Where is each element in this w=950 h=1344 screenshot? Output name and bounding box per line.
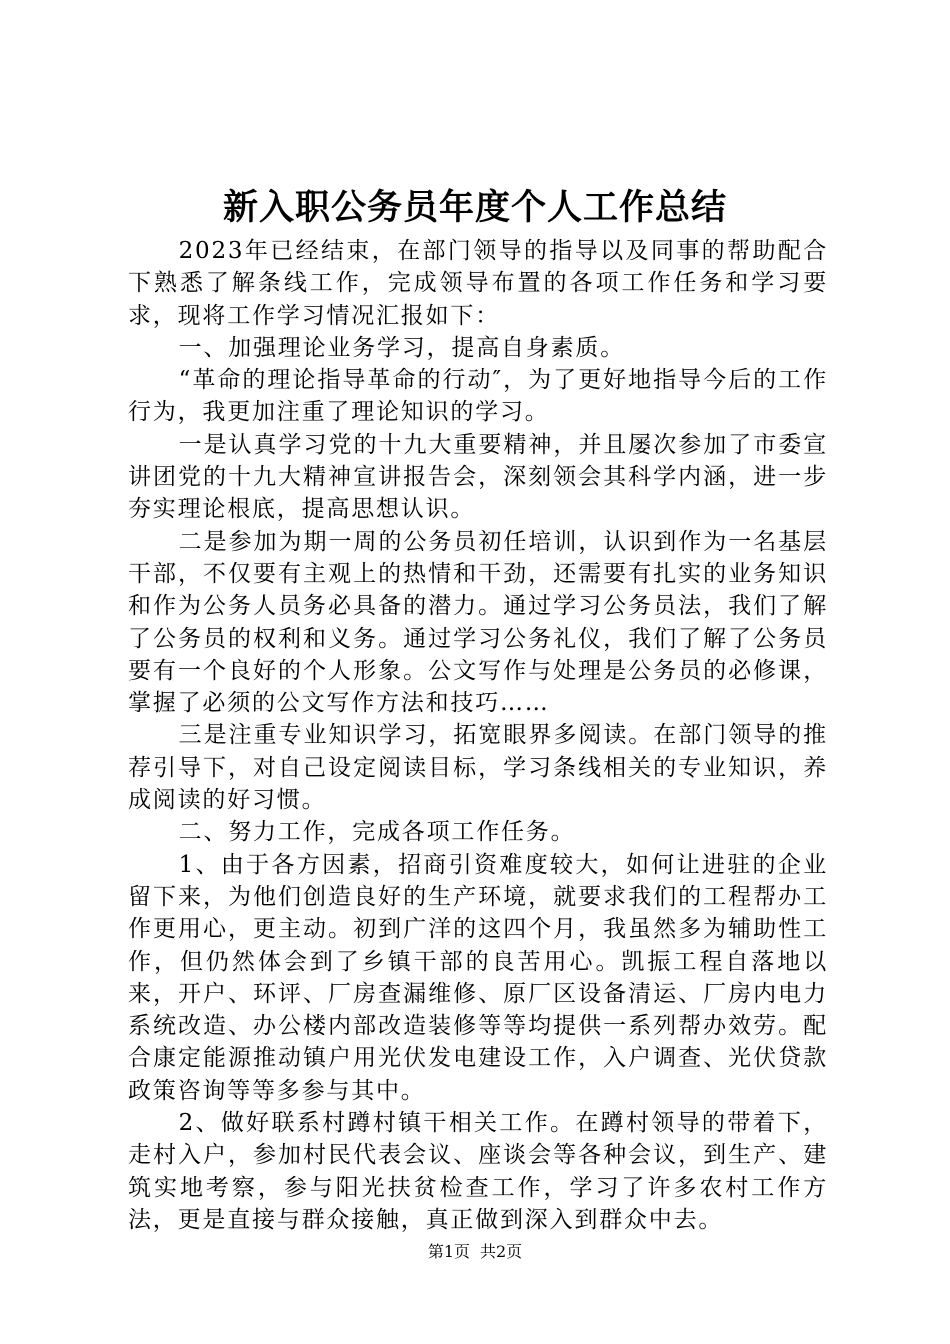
page-number: 第1页	[427, 1242, 470, 1261]
paragraph-item-1: 一是认真学习党的十九大重要精神，并且屡次参加了市委宣讲团党的十九大精神宣讲报告会，深刻领会其科学内涵，进一步夯实理论根底，提高思想认识。	[128, 431, 828, 523]
document-body	[128, 235, 828, 1236]
paragraph-item-2: 二是参加为期一周的公务员初任培训，认识到作为一名基层干部，不仅要有主观上的热情和干劲，还需要有扎实的业务知识和作为公务人员务必具备的潜力。通过学习公务员法，我们了解了公务员的权利和义务。通过学习公务礼仪，我们了解了公务员要有一个良好的个人形象。公文写作与处理是公务员的必修课，掌握了必须的公文写作方法和技巧……	[128, 528, 828, 717]
section-heading-2: 二、努力工作，完成各项工作任务。	[178, 819, 576, 846]
paragraph-intro: 2023年已经结束，在部门领导的指导以及同事的帮助配合下熟悉了解条线工作，完成领导布置的各项工作任务和学习要求，现将工作学习情况汇报如下：	[128, 238, 828, 329]
paragraph-task-1: 1、由于各方因素，招商引资难度较大，如何让进驻的企业留下来，为他们创造良好的生产环境，就要求我们的工程帮办工作更用心，更主动。初到广洋的这四个月，我虽然多为辅助性工作，但仍然体会到了乡镇干部的良苦用心。凯振工程自落地以来，开户、环评、厂房查漏维修、原厂区设备清运、厂房内电力系统改造、办公楼内部改造装修等等均提供一系列帮办效劳。配合康定能源推动镇户用光伏发电建设工作，入户调查、光伏贷款政策咨询等等多参与其中。	[128, 851, 828, 1104]
document-title: 新入职公务员年度个人工作总结	[222, 187, 727, 228]
section-heading-1: 一、加强理论业务学习，提高自身素质。	[178, 334, 625, 361]
paragraph-task-2: 2、做好联系村蹲村镇干相关工作。在蹲村领导的带着下，走村入户，参加村民代表会议、座谈会等各种会议，到生产、建筑实地考察，参与阳光扶贫检查工作，学习了许多农村工作方法，更是直接与群众接触，真正做到深入到群众中去。	[128, 1110, 828, 1233]
page-footer	[0, 1240, 950, 1264]
paragraph-item-3: 三是注重专业知识学习，拓宽眼界多阅读。在部门领导的推荐引导下，对自己设定阅读目标，学习条线相关的专业知识，养成阅读的好习惯。	[128, 722, 828, 814]
page-total: 共2页	[480, 1242, 523, 1261]
paragraph-quote: “革命的理论指导革命的行动″，为了更好地指导今后的工作行为，我更加注重了理论知识的学习。	[128, 367, 828, 426]
